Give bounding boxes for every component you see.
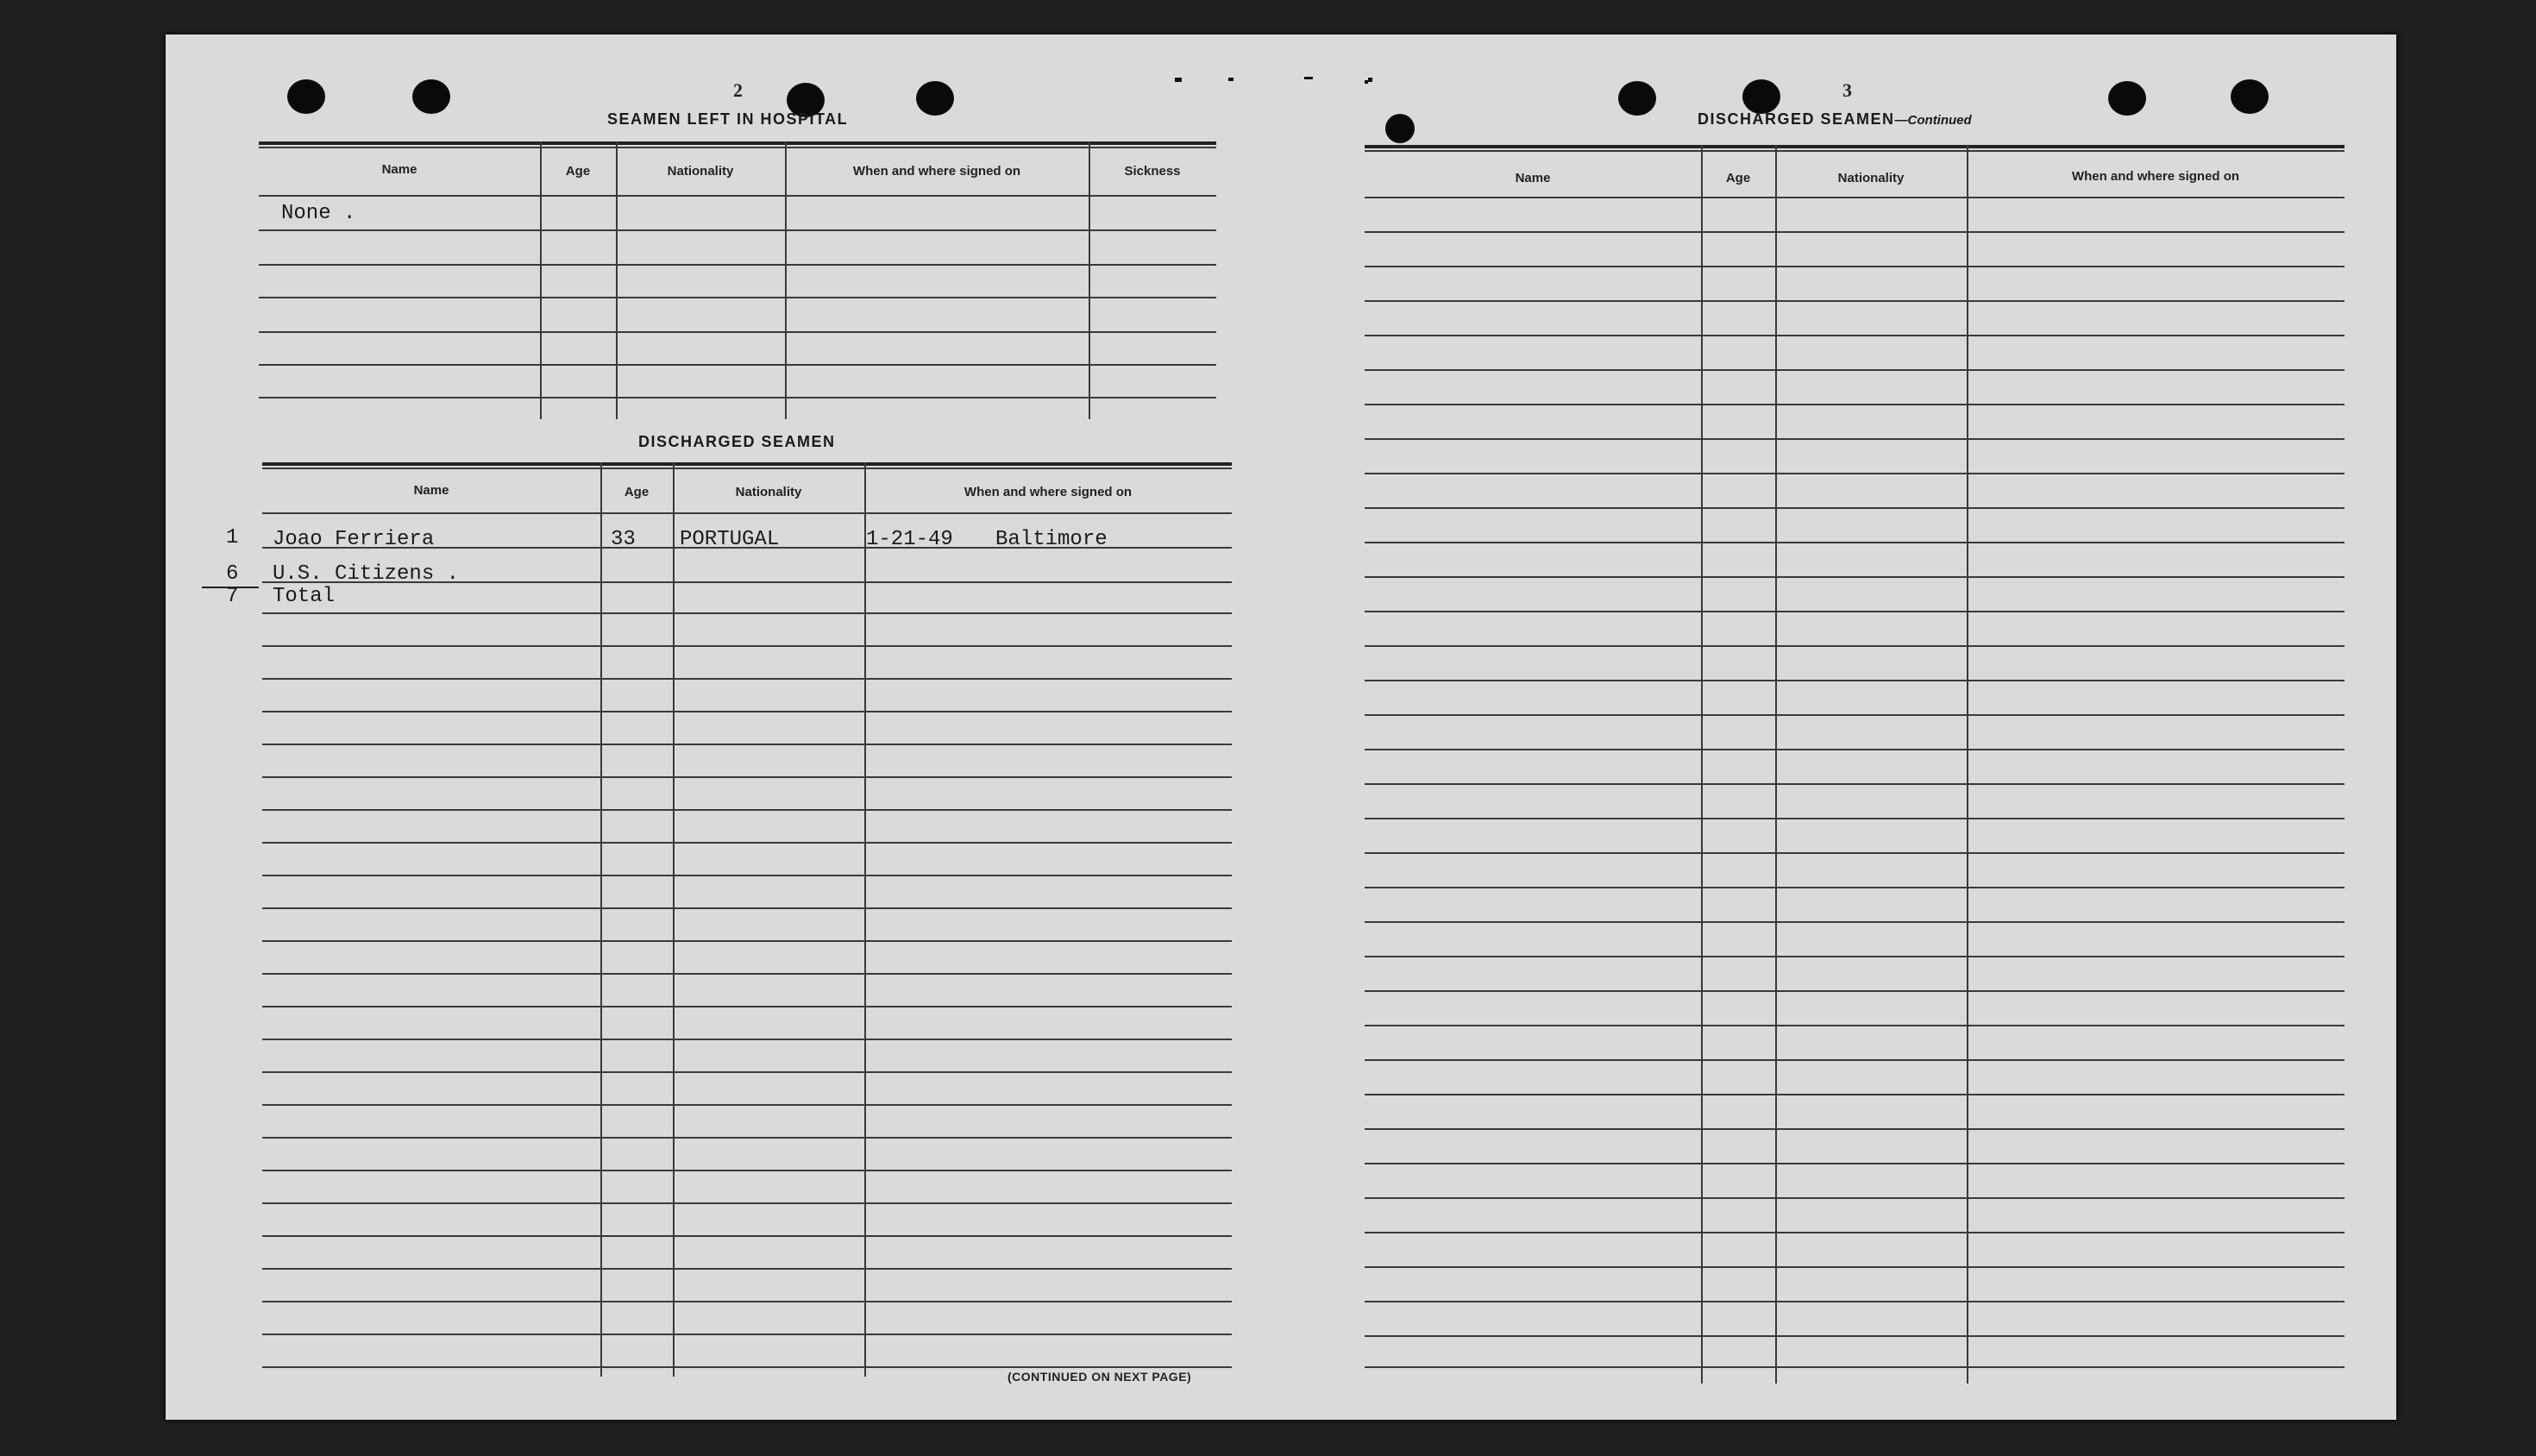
- seaman-age: 33: [611, 528, 636, 551]
- signed-on-date: 1-21-49: [866, 528, 953, 551]
- column-header-signed-on: When and where signed on: [964, 485, 1133, 499]
- continued-section-title: [1698, 110, 1972, 129]
- page-number: 3: [1842, 79, 1852, 101]
- seaman-nationality: PORTUGAL: [680, 528, 780, 551]
- us-citizens-label: U.S. Citizens .: [273, 562, 460, 586]
- column-header-nationality: Nationality: [667, 164, 734, 179]
- column-header-sickness: Sickness: [1124, 164, 1181, 179]
- title-continued: —Continued: [1894, 113, 1972, 128]
- column-header-age: Age: [624, 485, 650, 499]
- column-header-name: Name: [381, 162, 417, 177]
- page-number: 2: [733, 79, 743, 101]
- total-count: 7: [226, 585, 239, 608]
- right-page: [166, 35, 2396, 1420]
- column-header-age: Age: [1725, 171, 1751, 185]
- discharged-section-title: DISCHARGED SEAMEN: [638, 433, 836, 450]
- hospital-section-title: SEAMEN LEFT IN HOSPITAL: [607, 110, 849, 128]
- column-header-signed-on: When and where signed on: [2071, 169, 2240, 184]
- column-header-signed-on: When and where signed on: [852, 164, 1021, 179]
- column-header-age: Age: [565, 164, 591, 179]
- discharged-continued-table: [1365, 145, 2345, 1392]
- hospital-entry: None .: [281, 202, 356, 225]
- scanned-document-sheet: [166, 35, 2396, 1420]
- title-main: DISCHARGED SEAMEN: [1698, 110, 1895, 128]
- column-header-name: Name: [413, 483, 449, 498]
- total-label: Total: [273, 585, 336, 608]
- column-header-nationality: Nationality: [735, 485, 802, 499]
- seaman-name: Joao Ferriera: [273, 528, 435, 551]
- continued-note: (CONTINUED ON NEXT PAGE): [1007, 1370, 1192, 1384]
- row-count: 1: [226, 526, 239, 549]
- signed-on-place: Baltimore: [995, 528, 1108, 551]
- column-header-name: Name: [1515, 171, 1551, 185]
- column-header-nationality: Nationality: [1837, 171, 1905, 185]
- us-citizens-count: 6: [226, 562, 239, 586]
